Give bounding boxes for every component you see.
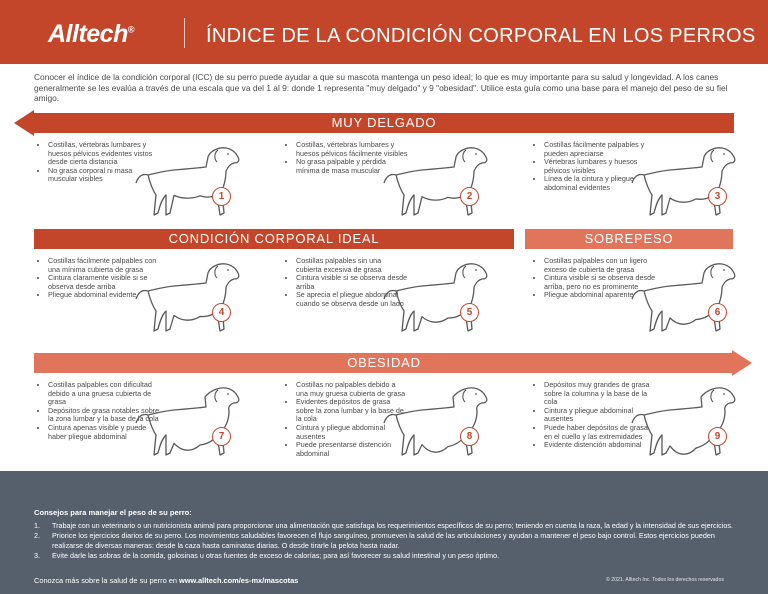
dog-silhouette-icon [630, 259, 742, 343]
criteria-item: • Pliegue abdominal aparente [544, 291, 656, 300]
tip-text: Priorice los ejercicios diarios de su perro. Los movimientos saludables favorecen el flujo sanguíneo, promueven la salud de las articulaciones y ayudan a mantener el peso bajo control. Estos ejercicios pueden realizarse de diversas maneras: desde la caza hasta caminatas diarias. O desde tirarle la pelota hasta nadar. [52, 531, 715, 550]
page-title: ÍNDICE DE LA CONDICIÓN CORPORAL EN LOS PERROS [206, 25, 756, 47]
dog-eye [723, 153, 725, 155]
criteria-item: • Costillas fácilmente palpables y pueden apreciarse [544, 141, 656, 158]
dog-ear [711, 266, 714, 278]
score-cell-4 [34, 257, 266, 355]
criteria-item: • Cintura y pliegue abdominal ausentes [544, 407, 656, 424]
tips-title: Consejos para manejar el peso de su perro: [34, 508, 192, 517]
tip-text: Trabaje con un veterinario o un nutricionista animal para proporcionar una alimentación que satisfaga los requerimientos específicos de su perro; teniendo en cuenta la raza, la edad y la intensidad de sus ejercicios. [52, 521, 733, 530]
criteria-item: • Se aprecia el pliegue abdominal cuando se observa desde un lado [296, 291, 408, 308]
tips-list [34, 521, 734, 561]
criteria-item: • Puede presentarse distención abdominal [296, 441, 408, 458]
band-obesidad: OBESIDAD [34, 353, 734, 373]
dog-ear [463, 390, 466, 402]
score-cell-3 [530, 141, 762, 239]
score-number-badge: 1 [212, 187, 231, 206]
score-number-badge: 5 [460, 303, 479, 322]
dog-ear [463, 150, 466, 162]
criteria-item: • Cintura visible si se observa desde arriba, pero no es prominente [544, 274, 656, 291]
learn-more-line [34, 576, 298, 585]
score-number-badge: 3 [708, 187, 727, 206]
learn-more-link[interactable]: www.alltech.com/es-mx/mascotas [179, 576, 299, 585]
criteria-item: • Costillas, vértebras lumbares y huesos pélvicos fácilmente visibles [296, 141, 408, 158]
intro-paragraph: Conocer el índice de la condición corporal (ICC) de su perro puede ayudar a que su mascota mantenga un peso ideal; lo que es muy importante para su salud y longevidad. A los canes generalmente se les evalúa a través de una escala que va del 1 al 9: donde 1 representa "muy delgado" y 9 "obesidad". Utilice esta guía como una base para el manejo del peso de su fiel amigo. [34, 72, 728, 103]
criteria-item: • Cintura visible si se observa desde arriba [296, 274, 408, 291]
score-cell-1 [34, 141, 266, 239]
dog-ear [215, 150, 218, 162]
band-condicion-ideal: CONDICIÓN CORPORAL IDEAL [34, 229, 514, 249]
tip-item [34, 551, 734, 561]
criteria-item: • No grasa corporal ni masa muscular visibles [48, 167, 160, 184]
dog-silhouette-icon [134, 143, 246, 227]
dog-eye [227, 153, 229, 155]
dog-eye [475, 153, 477, 155]
criteria-item: • Depósitos de grasa notables sobre la zona lumbar y la base de la cola [48, 407, 160, 424]
copyright: © 2021. Alltech Inc. Todos los derechos reservados [606, 577, 724, 583]
score-cell-7 [34, 381, 266, 479]
criteria-item: • Evidentes depósitos de grasa sobre la zona lumbar y la base de la cola [296, 398, 408, 424]
dog-ear [215, 390, 218, 402]
dog-silhouette-icon [134, 383, 246, 467]
dog-ear [215, 266, 218, 278]
header-divider [184, 18, 185, 48]
criteria-item: • Costillas no palpables debido a una muy gruesa cubierta de grasa [296, 381, 408, 398]
dog-eye [723, 393, 725, 395]
tip-number: 1. [34, 521, 40, 530]
criteria-item: • Costillas palpables con dificultad debido a una gruesa cubierta de grasa [48, 381, 160, 407]
arrow-left-icon [14, 110, 34, 136]
dog-silhouette-icon [630, 143, 742, 227]
score-cell-6 [530, 257, 762, 355]
dog-eye [475, 393, 477, 395]
dog-silhouette-icon [382, 383, 494, 467]
score-number-badge: 2 [460, 187, 479, 206]
score-cell-5 [282, 257, 514, 355]
criteria-item: • Vértebras lumbares y huesos pélvicos visibles [544, 158, 656, 175]
score-number-badge: 4 [212, 303, 231, 322]
score-number-badge: 6 [708, 303, 727, 322]
dog-eye [227, 393, 229, 395]
criteria-item: • Costillas palpables sin una cubierta excesiva de grasa [296, 257, 408, 274]
criteria-item: • Línea de la cintura y pliegue abdominal evidentes [544, 175, 656, 192]
criteria-item: • Pliegue abdominal evidente [48, 291, 160, 300]
criteria-item: • Cintura y pliegue abdominal ausentes [296, 424, 408, 441]
tip-number: 3. [34, 551, 40, 560]
dog-eye [227, 269, 229, 271]
score-cell-8 [282, 381, 514, 479]
dog-ear [711, 150, 714, 162]
tip-number: 2. [34, 531, 40, 540]
score-number-badge: 8 [460, 427, 479, 446]
dog-eye [475, 269, 477, 271]
criteria-item: • Puede haber depósitos de grasa en el cuello y las extremidades [544, 424, 656, 441]
dog-silhouette-icon [382, 259, 494, 343]
band-muy-delgado: MUY DELGADO [34, 113, 734, 133]
dog-ear [463, 266, 466, 278]
dog-silhouette-icon [134, 259, 246, 343]
score-cell-2 [282, 141, 514, 239]
criteria-item: • Costillas fácilmente palpables con una mínima cubierta de grasa [48, 257, 160, 274]
alltech-logo [48, 20, 134, 49]
score-number-badge: 7 [212, 427, 231, 446]
criteria-item: • Depósitos muy grandes de grasa sobre la columna y la base de la cola [544, 381, 656, 407]
logo-registered-mark: ® [127, 24, 134, 35]
criteria-item: • Cintura apenas visible y puede haber pliegue abdominal [48, 424, 160, 441]
tip-text: Evite darle las sobras de la comida, golosinas u otras fuentes de exceso de calorías; para así favorecer su salud intestinal y un peso óptimo. [52, 551, 500, 560]
criteria-item: • Costillas, vértebras lumbares y huesos pélvicos evidentes vistos desde cierta distancia [48, 141, 160, 167]
tip-item [34, 531, 734, 551]
tip-item [34, 521, 734, 531]
criteria-item: • Costillas palpables con un ligero exceso de cubierta de grasa [544, 257, 656, 274]
band-sobrepeso: SOBREPESO [525, 229, 733, 249]
criteria-item: • Cintura claramente visible si se observa desde arriba [48, 274, 160, 291]
score-cell-9 [530, 381, 762, 479]
dog-silhouette-icon [630, 383, 742, 467]
learn-more-text: Conozca más sobre la salud de su perro en [34, 576, 180, 585]
dog-silhouette-icon [382, 143, 494, 227]
criteria-item: • No grasa palpable y pérdida mínima de masa muscular [296, 158, 408, 175]
header-banner [0, 0, 768, 64]
logo-text: Alltech [48, 20, 128, 48]
criteria-item: • Evidente distención abdominal [544, 441, 656, 450]
dog-eye [723, 269, 725, 271]
dog-ear [711, 390, 714, 402]
score-number-badge: 9 [708, 427, 727, 446]
